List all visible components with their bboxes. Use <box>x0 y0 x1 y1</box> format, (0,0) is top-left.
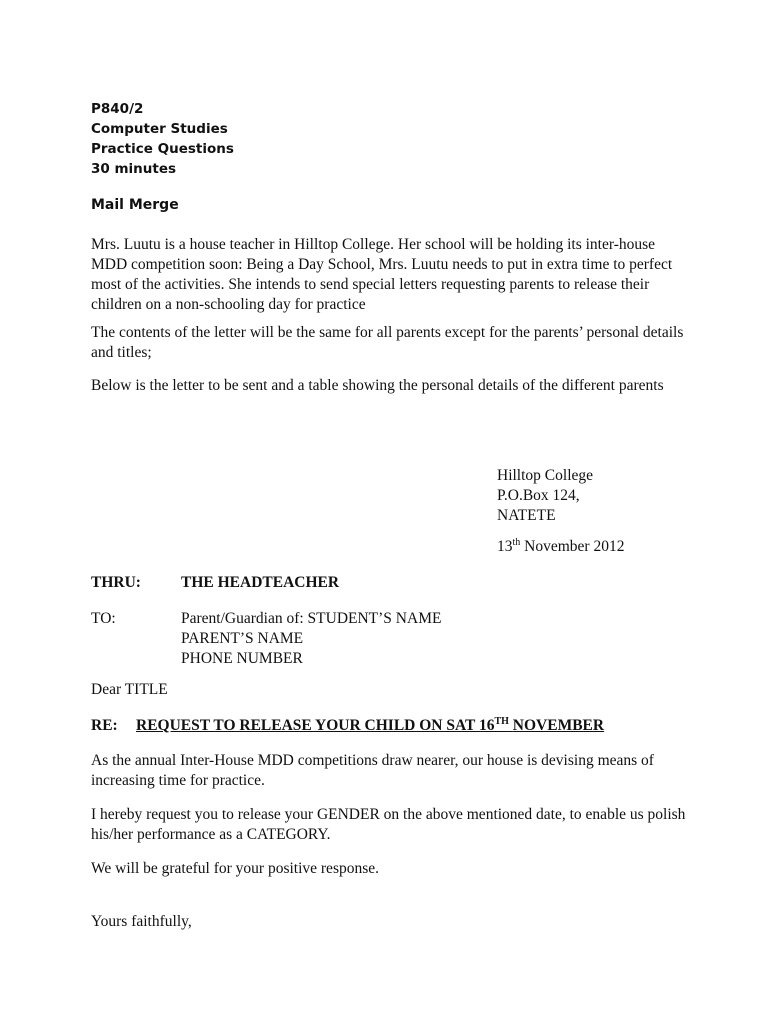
date-suffix: th <box>512 536 521 548</box>
intro-paragraph-1: Mrs. Luutu is a house teacher in Hilltop College. Her school will be holding its inter-house MDD competition soon: Being a Day School, Mrs. Luutu needs to put in extra time to perfect most of the activities. She intends to send special letters requesting parents to release their children on a non-schooling day for practice <box>91 236 673 313</box>
date-rest: November 2012 <box>524 538 625 555</box>
thru-label: THRU: <box>91 574 141 591</box>
date-day: 13 <box>497 538 513 555</box>
re-subject <box>136 716 604 736</box>
re-subject-suffix: TH <box>494 715 509 727</box>
sender-address <box>497 466 593 526</box>
recipient-line-2: PARENT’S NAME <box>181 630 304 647</box>
section-title: Mail Merge <box>91 197 179 213</box>
address-line-3: NATETE <box>497 507 556 524</box>
recipient-line-3: PHONE NUMBER <box>181 650 303 667</box>
address-line-1: Hilltop College <box>497 467 594 484</box>
letter-body-1: As the annual Inter-House MDD competitions draw nearer, our house is devising means of increasing time for practice. <box>91 752 654 789</box>
thru-value: THE HEADTEACHER <box>181 574 340 591</box>
re-subject-main: REQUEST TO RELEASE YOUR CHILD ON SAT 16 <box>136 717 495 734</box>
letter-body-2: I hereby request you to release your GENDER on the above mentioned date, to enable us polish his/her performance as a CATEGORY. <box>91 806 686 843</box>
letter-body-3: We will be grateful for your positive response. <box>91 860 380 877</box>
intro-paragraph-2: The contents of the letter will be the same for all parents except for the parents’ personal details and titles; <box>91 324 684 361</box>
intro-paragraph-3: Below is the letter to be sent and a table showing the personal details of the different parents <box>91 377 664 394</box>
salutation: Dear TITLE <box>91 681 168 698</box>
paper-title: Practice Questions <box>91 141 234 157</box>
re-subject-end: NOVEMBER <box>512 717 605 734</box>
closing: Yours faithfully, <box>91 913 192 930</box>
recipient-block <box>181 609 441 669</box>
to-label: TO: <box>91 610 116 627</box>
recipient-line-1: Parent/Guardian of: STUDENT’S NAME <box>181 610 442 627</box>
duration: 30 minutes <box>91 161 177 177</box>
subject: Computer Studies <box>91 121 228 137</box>
letter-date <box>497 537 624 557</box>
paper-code: P840/2 <box>91 101 144 117</box>
address-line-2: P.O.Box 124, <box>497 487 580 504</box>
document-header <box>91 99 234 179</box>
re-label: RE: <box>91 717 118 734</box>
